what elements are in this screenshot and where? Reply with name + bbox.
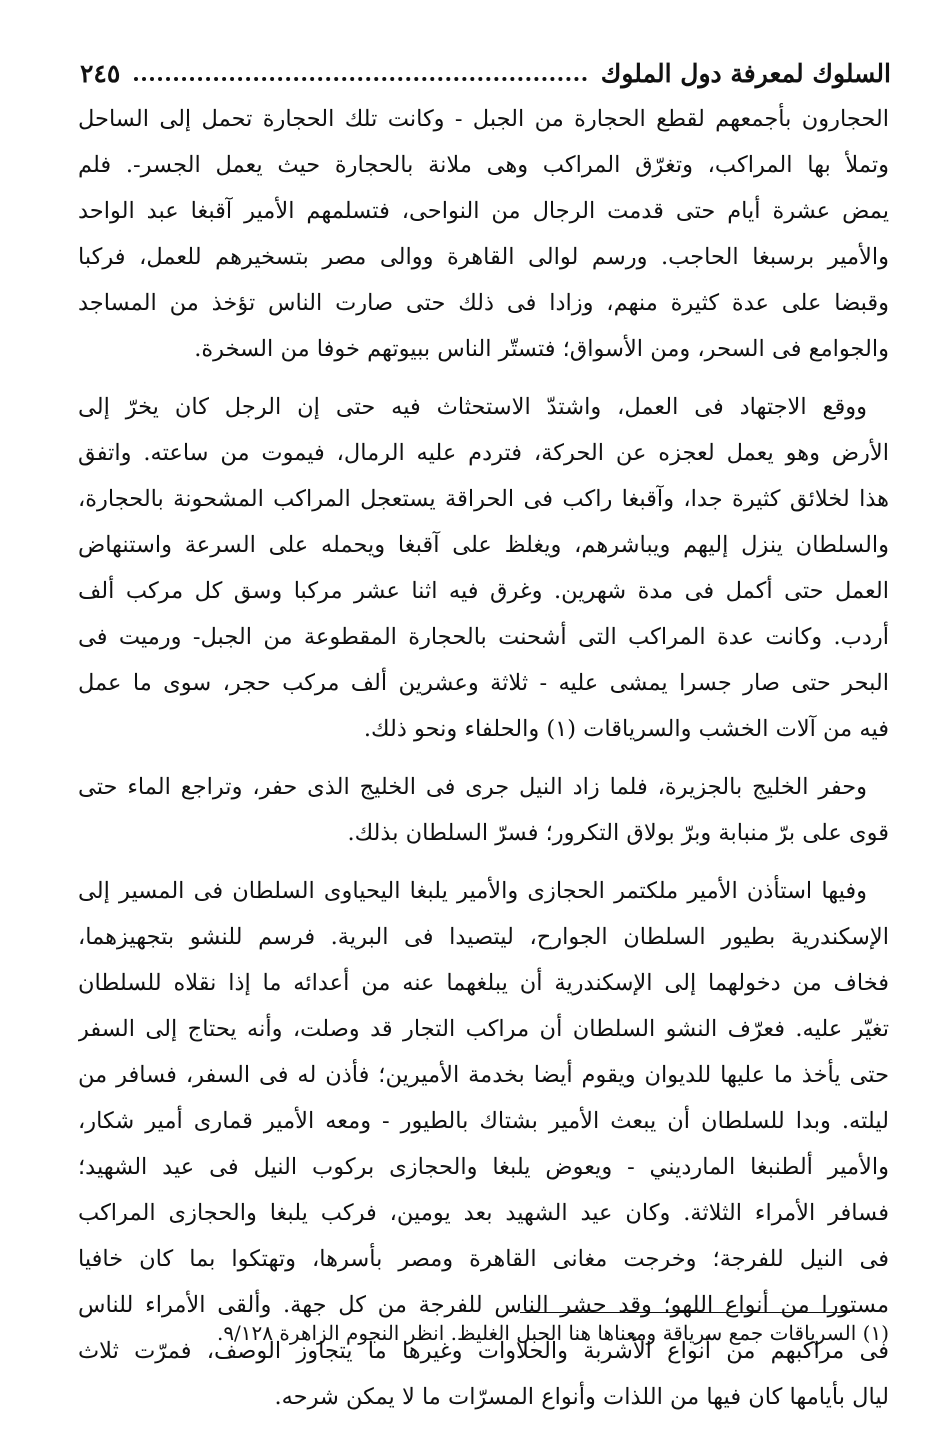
text-line: الإسكندرية بطيور السلطان الجوارح، ليتصيدا فى البرية. فرسم للنشو بتجهيزهما، — [78, 924, 889, 950]
paragraph-1 — [78, 96, 889, 372]
text-line: قوى على برّ منبابة وبرّ بولاق التكرور؛ فسرّ السلطان بذلك. — [347, 820, 889, 846]
footnote-divider — [520, 1312, 850, 1313]
text-line: ليلته. وبدا للسلطان أن يبعث الأمير بشتاك بالطيور - ومعه الأمير قمارى أمير شكار، — [78, 1108, 889, 1134]
text-line: فسافر الأمراء الثلاثة. وكان عيد الشهيد بعد يومين، فركب يلبغا والحجازى المراكب — [78, 1200, 889, 1226]
text-line: والجوامع فى السحر، ومن الأسواق؛ فتستّر الناس ببيوتهم خوفا من السخرة. — [194, 336, 889, 362]
header-dot-leader — [134, 77, 586, 81]
paragraph-2 — [78, 384, 889, 752]
running-title: السلوك لمعرفة دول الملوك — [600, 58, 891, 88]
text-line: والأمير ألطنبغا المارديني - ويعوض يلبغا والحجازى بركوب النيل فى عيد الشهيد؛ — [78, 1154, 889, 1180]
paragraph-3 — [78, 764, 889, 856]
main-text — [78, 96, 889, 1432]
page-number: ٢٤٥ — [80, 58, 121, 88]
text-line: هذا لخلائق كثيرة جدا، وآقبغا راكب فى الحراقة يستعجل المراكب المشحونة بالحجارة، — [78, 486, 889, 512]
text-line: والأمير برسبغا الحاجب. ورسم لوالى القاهرة ووالى مصر بتسخيرهم للعمل، فركبا — [78, 244, 889, 270]
text-line: وقبضا على عدة كثيرة منهم، وزادا فى ذلك حتى صارت الناس تؤخذ من المساجد — [78, 290, 889, 316]
footnote: (١) السرياقات جمع سرياقة ومعناها هنا الحبل الغليظ. انظر النجوم الزاهرة ٩/١٢٨. — [216, 1321, 889, 1345]
page-header — [80, 52, 891, 94]
text-line: الحجارون بأجمعهم لقطع الحجارة من الجبل - وكانت تلك الحجارة تحمل إلى الساحل — [78, 106, 889, 132]
text-line: فخاف من دخولهما إلى الإسكندرية أن يبلغهما عنه من أعدائه ما إذا نقلاه للسلطان — [78, 970, 889, 996]
text-line: أردب. وكانت عدة المراكب التى أشحنت بالحجارة المقطوعة من الجبل- ورميت فى — [78, 624, 889, 650]
text-line: فى النيل للفرجة؛ وخرجت مغانى القاهرة ومصر بأسرها، وتهتكوا بما كان خافيا — [78, 1246, 889, 1272]
text-line: الأرض وهو يعمل لعجزه عن الحركة، فتردم عليه الرمال، فيموت من ساعته. واتفق — [78, 440, 889, 466]
text-line: وحفر الخليج بالجزيرة، فلما زاد النيل جرى فى الخليج الذى حفر، وتراجع الماء حتى — [78, 774, 867, 800]
text-line: ليال بأيامها كان فيها من اللذات وأنواع المسرّات ما لا يمكن شرحه. — [274, 1384, 889, 1410]
text-line: حتى يأخذ ما عليها للديوان ويقوم أيضا بخدمة الأميرين؛ فأذن له فى السفر، فسافر من — [78, 1062, 889, 1088]
text-line: يمض عشرة أيام حتى قدمت الرجال من النواحى، فتسلمهم الأمير آقبغا عبد الواحد — [78, 198, 889, 224]
text-line: البحر حتى صار جسرا يمشى عليه - ثلاثة وعشرين ألف مركب حجر، سوى ما عمل — [78, 670, 889, 696]
text-line: وفيها استأذن الأمير ملكتمر الحجازى والأمير يلبغا اليحياوى السلطان فى المسير إلى — [78, 878, 867, 904]
text-line: العمل حتى أكمل فى مدة شهرين. وغرق فيه اثنا عشر مركبا وسق كل مركب ألف — [78, 578, 889, 604]
text-line: وتملأ بها المراكب، وتغرّق المراكب وهى ملانة بالحجارة حيث يعمل الجسر-. فلم — [78, 152, 889, 178]
text-line: فى مراكبهم من أنواع الأشربة والحلاوات وغيرها ما يتجاوز الوصف، فمرّت ثلاث — [78, 1338, 889, 1364]
text-line: ووقع الاجتهاد فى العمل، واشتدّ الاستحثاث فيه حتى إن الرجل كان يخرّ إلى — [78, 394, 867, 420]
text-line: تغيّر عليه. فعرّف النشو السلطان أن مراكب التجار قد وصلت، وأنه يحتاج إلى السفر — [78, 1016, 889, 1042]
text-line: مستورا من أنواع اللهو؛ وقد حشر الناس للفرجة من كل جهة. وألقى الأمراء للناس — [78, 1292, 889, 1318]
text-line: والسلطان ينزل إليهم ويباشرهم، ويغلظ على آقبغا ويحمله على السرعة واستنهاض — [78, 532, 889, 558]
text-line: فيه من آلات الخشب والسرياقات (١) والحلفاء ونحو ذلك. — [363, 716, 889, 742]
